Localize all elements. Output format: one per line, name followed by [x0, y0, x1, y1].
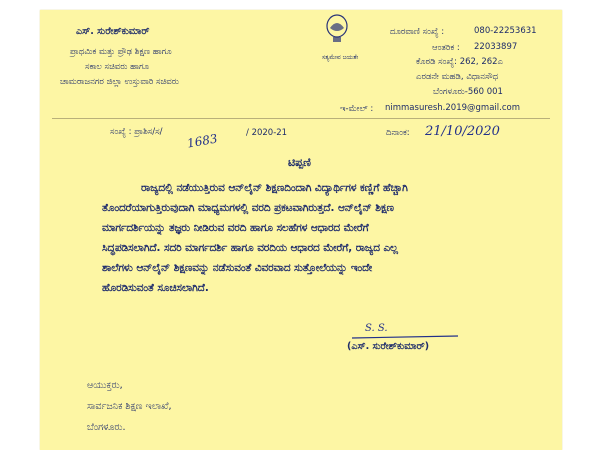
signature-stroke-icon	[350, 334, 460, 340]
minister-portfolio-3: ಚಾಮರಾಜನಗರ ಜಿಲ್ಲಾ ಉಸ್ತುವಾರಿ ಸಚಿವರು	[60, 77, 179, 87]
reference-number: 1683	[186, 131, 219, 151]
building: ಎರಡನೇ ಮಹಡಿ, ವಿಧಾನಸೌಧ	[416, 72, 499, 82]
body-line-6: ಹೊರಡಿಸುವಂತೆ ಸೂಚಿಸಲಾಗಿದೆ.	[102, 282, 209, 294]
header-divider	[52, 118, 550, 119]
body-line-3: ಮಾರ್ಗದರ್ಶಿಯನ್ನು ತಜ್ಞರು ನೀಡಿರುವ ವರದಿ ಹಾಗೂ ಸಲಹೆಗಳ ಆಧಾರದ ಮೇರೆಗೆ	[102, 222, 369, 234]
minister-name: ಎಸ್. ಸುರೇಶ್‌ಕುಮಾರ್	[76, 26, 150, 37]
phone-number: 080-22253631	[474, 26, 537, 36]
addressee-line-1: ಆಯುಕ್ತರು,	[87, 380, 123, 391]
signatory-name: (ಎಸ್. ಸುರೇಶ್‌ಕುಮಾರ್)	[347, 341, 430, 352]
emblem-motto: ಸತ್ಯಮೇವ ಜಯತೇ	[322, 54, 359, 61]
room-number: ಕೊಠಡಿ ಸಂಖ್ಯೆ: 262, 262ಎ	[416, 57, 503, 67]
phone-label: ದೂರವಾಣಿ ಸಂಖ್ಯೆ :	[390, 27, 445, 37]
date-label: ದಿನಾಂಕ:	[386, 128, 410, 138]
document-title: ಟಿಪ್ಪಣಿ	[288, 156, 311, 169]
signature-scribble: S. S.	[365, 323, 388, 334]
body-line-5: ಶಾಲೆಗಳು ಆನ್‌ಲೈನ್ ಶಿಕ್ಷಣವನ್ನು ನಡೆಸುವಂತೆ ವಿವರವಾದ ಸುತ್ತೋಲೆಯನ್ನು ಇಂದೇ	[102, 262, 373, 274]
internal-number: 22033897	[474, 42, 518, 52]
addressee-line-3: ಬೆಂಗಳೂರು.	[87, 422, 126, 433]
body-line-2: ತೊಂದರೆಯಾಗುತ್ತಿರುವುದಾಗಿ ಮಾಧ್ಯಮಗಳಲ್ಲಿ ವರದಿ ಪ್ರಕಟವಾಗಿರುತ್ತದೆ. ಆನ್‌ಲೈನ್ ಶಿಕ್ಷಣ	[102, 202, 394, 214]
reference-label: ಸಂಖ್ಯೆ : ಪ್ರಾಶಿಸ/ಸ/	[110, 127, 163, 137]
letter-page	[40, 10, 562, 450]
body-line-4: ಸಿದ್ಧಪಡಿಸಲಾಗಿದೆ. ಸದರಿ ಮಾರ್ಗದರ್ಶಿ ಹಾಗೂ ವರದಿಯ ಆಧಾರದ ಮೇರೆಗೆ, ರಾಜ್ಯದ ಎಲ್ಲ	[102, 242, 398, 254]
minister-portfolio-1: ಪ್ರಾಥಮಿಕ ಮತ್ತು ಪ್ರೌಢ ಶಿಕ್ಷಣ ಹಾಗೂ	[70, 47, 172, 57]
minister-portfolio-2: ಸಕಾಲ ಸಚಿವರು ಹಾಗೂ	[85, 62, 150, 72]
state-emblem-icon	[319, 12, 355, 52]
reference-year: / 2020-21	[246, 128, 288, 138]
email-address: nimmasuresh.2019@gmail.com	[385, 103, 520, 113]
addressee-line-2: ಸಾರ್ವಜನಿಕ ಶಿಕ್ಷಣ ಇಲಾಖೆ,	[87, 401, 172, 412]
internal-label: ಆಂತರಿಕ :	[432, 43, 460, 53]
email-label: ಇ-ಮೇಲ್ :	[340, 104, 374, 114]
body-line-1: ರಾಜ್ಯದಲ್ಲಿ ನಡೆಯುತ್ತಿರುವ ಆನ್‌ಲೈನ್ ಶಿಕ್ಷಣದಿಂದಾಗಿ ವಿದ್ಯಾರ್ಥಿಗಳ ಕಣ್ಣಿಗೆ ಹೆಚ್ಚಾಗಿ	[141, 182, 408, 194]
date-value: 21/10/2020	[425, 124, 500, 139]
city: ಬೆಂಗಳೂರು-560 001	[433, 87, 503, 97]
